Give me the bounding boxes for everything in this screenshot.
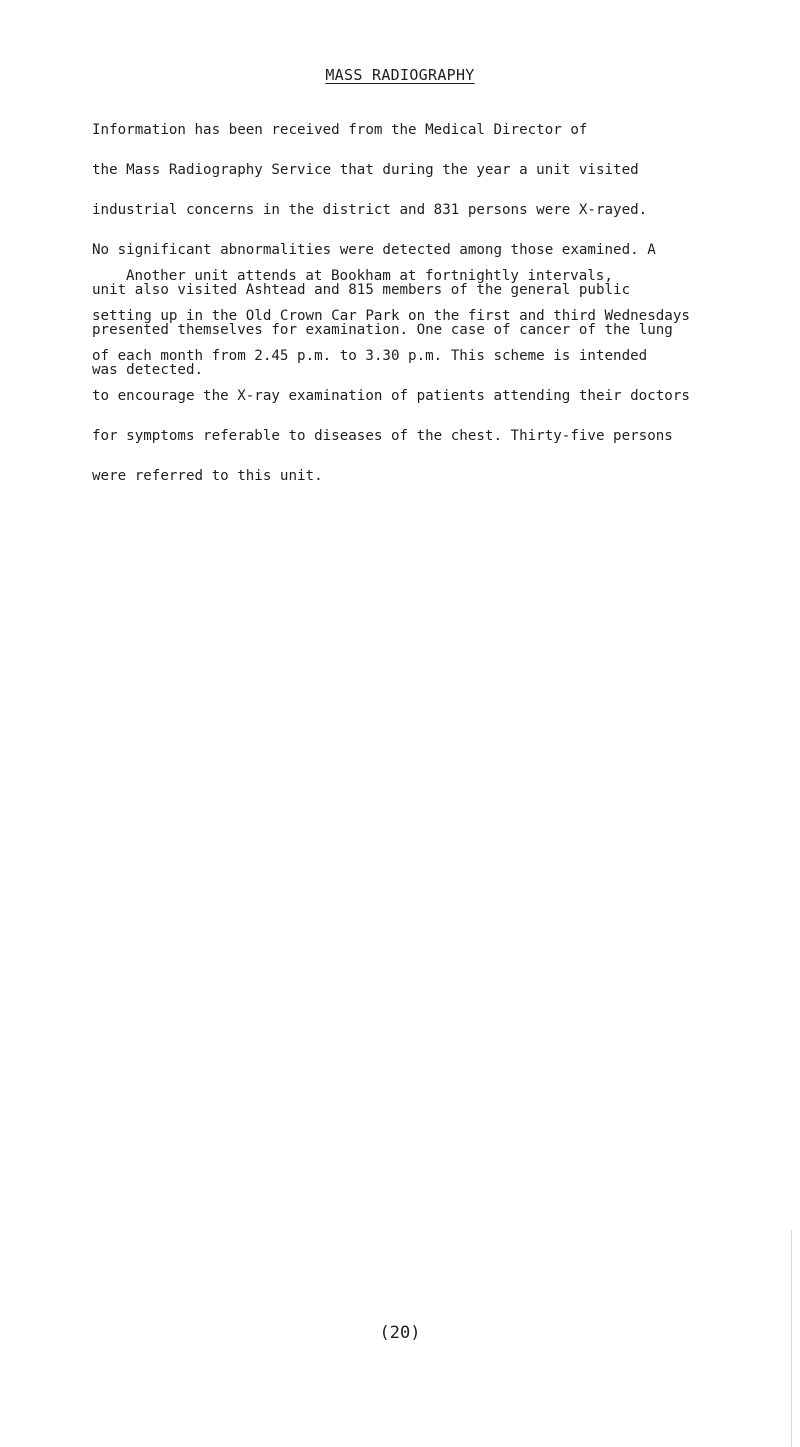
text-line: presented themselves for examination. One case of cancer of the lung bbox=[92, 322, 673, 338]
text-line: Information has been received from the Medical Director of bbox=[92, 122, 588, 138]
text-line: of each month from 2.45 p.m. to 3.30 p.m. This scheme is intended bbox=[92, 348, 648, 364]
page-heading: MASS RADIOGRAPHY bbox=[325, 66, 475, 84]
text-line: setting up in the Old Crown Car Park on the first and third Wednesdays bbox=[92, 308, 690, 324]
text-line: were referred to this unit. bbox=[92, 468, 323, 484]
scan-edge-divider bbox=[791, 1230, 792, 1447]
text-line: Another unit attends at Bookham at fortnightly intervals, bbox=[126, 268, 613, 284]
text-line: industrial concerns in the district and 831 persons were X-rayed. bbox=[92, 202, 648, 218]
paragraph-bookham-unit bbox=[92, 246, 762, 506]
page-number: (20) bbox=[379, 1323, 421, 1343]
text-line: unit also visited Ashtead and 815 members of the general public bbox=[92, 282, 631, 298]
text-line: for symptoms referable to diseases of the chest. Thirty-five persons bbox=[92, 428, 673, 444]
text-line: to encourage the X-ray examination of patients attending their doctors bbox=[92, 388, 690, 404]
text-line: was detected. bbox=[92, 362, 204, 378]
text-line: No significant abnormalities were detected among those examined. A bbox=[92, 242, 656, 258]
text-line: the Mass Radiography Service that during the year a unit visited bbox=[92, 162, 639, 178]
